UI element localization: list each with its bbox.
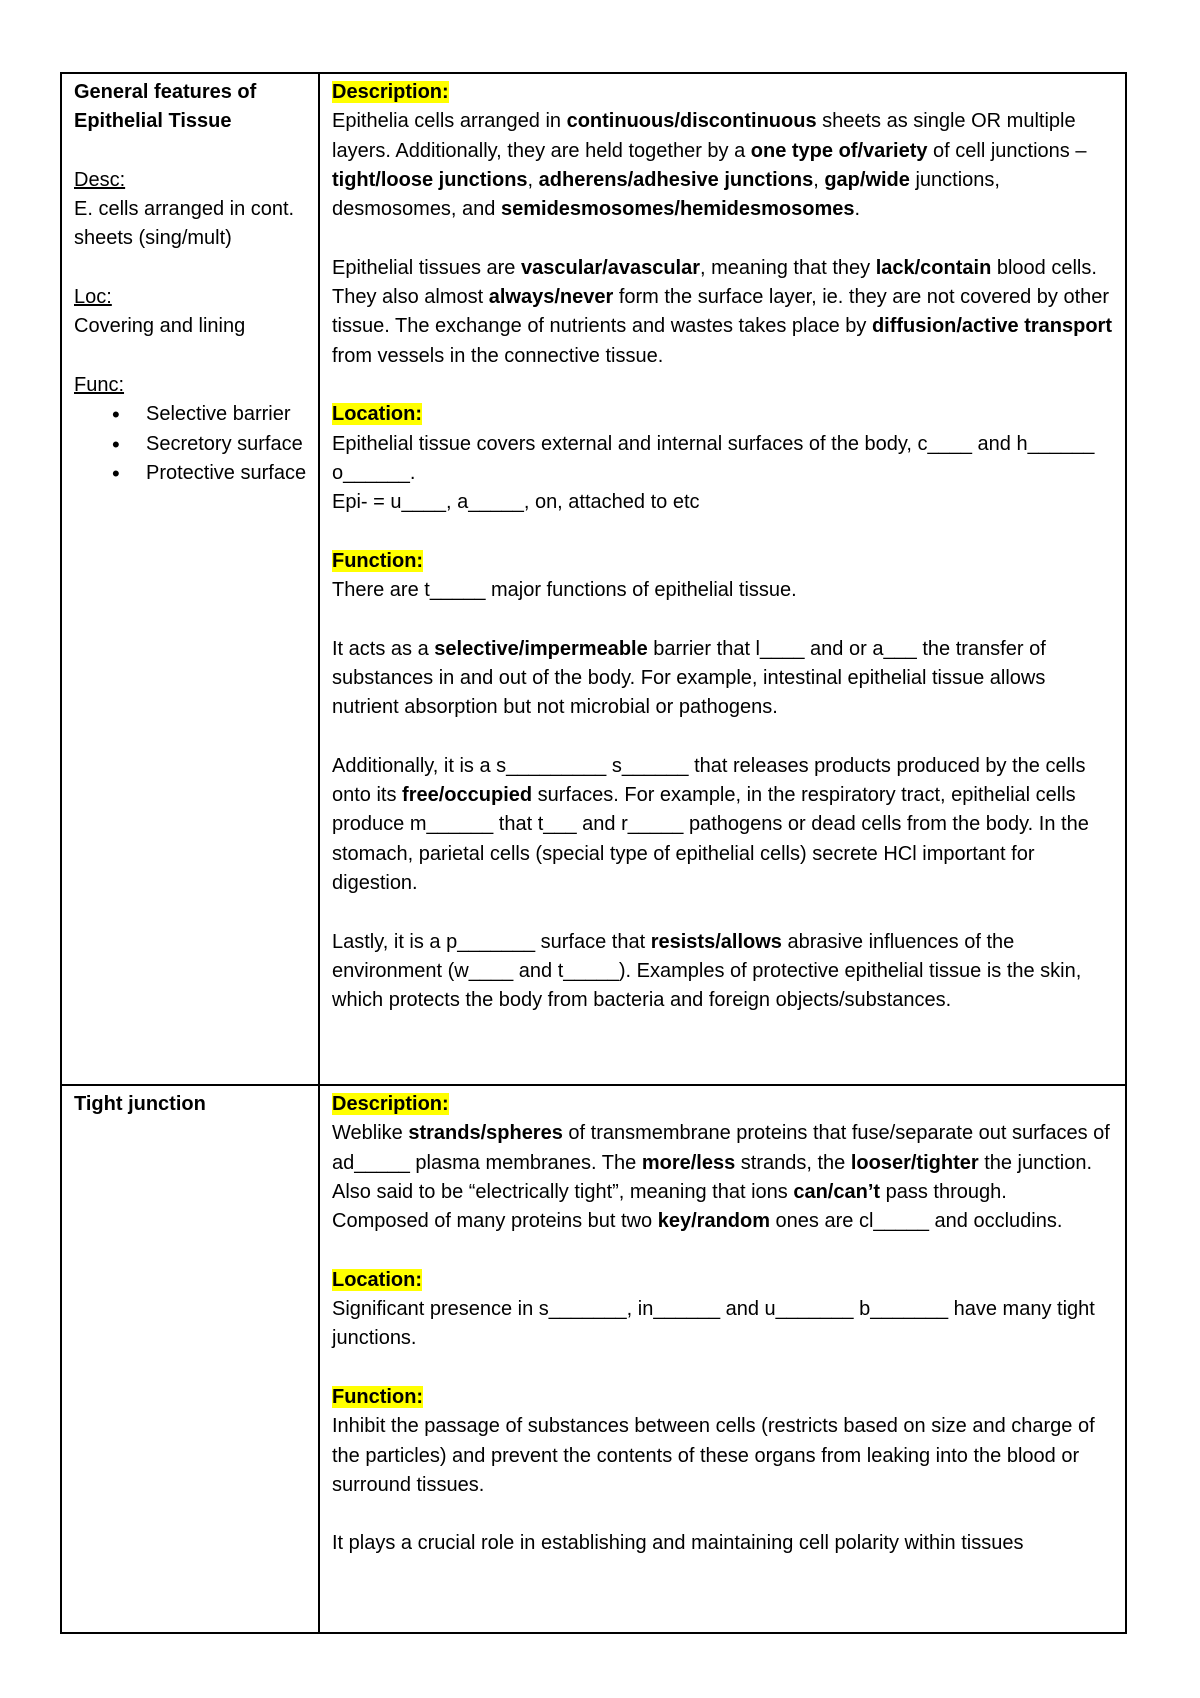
left-cell-epithelial [61,73,319,1085]
loc-summary: Covering and lining [74,315,246,338]
function-paragraph-1: There are t_____ major functions of epithelial tissue. [332,579,797,602]
description-heading: Description: [332,81,449,103]
desc-summary: E. cells arranged in cont. sheets (sing/mult) [74,198,295,250]
right-cell-epithelial [319,73,1126,1085]
func-item: • Secretory surface [146,430,308,459]
description-heading: Description: [332,1093,449,1115]
description-paragraph-2: Composed of many proteins but two key/random ones are cl_____ and occludins. [332,1210,1063,1233]
description-paragraph-1: Weblike strands/spheres of transmembrane proteins that fuse/separate out surfaces of ad_____ plasma membranes. The more/less strands, the looser/tighter the junction. Also said to be “electrically tight”, meaning that ions can/can’t pass through. [332,1122,1110,1203]
func-item: • Selective barrier [146,400,308,429]
location-paragraph: Significant presence in s_______, in______ and u_______ b_______ have many tight junctions. [332,1298,1095,1350]
epi-prefix-note: Epi- = u____, a_____, on, attached to etc [332,491,700,514]
desc-label: Desc: [74,168,126,191]
location-heading: Location: [332,403,422,426]
left-cell-tight-junction [61,1085,319,1633]
func-item: • Protective surface [146,459,308,488]
function-paragraph-2: It acts as a selective/impermeable barrier that l____ and or a___ the transfer of substances in and out of the body. For example, intestinal epithelial tissue allows nutrient absorption but not microbial or pathogens. [332,637,1046,719]
table-row-epithelial [61,73,1126,1085]
table-row-tight-junction [61,1085,1126,1633]
description-paragraph-1: Epithelia cells arranged in continuous/discontinuous sheets as single OR multiple layers. Additionally, they are held together by a one type of/variety of cell junctions – tight/loose junctions, adherens/adhesive junctions, gap/wide junctions, desmosomes, and semidesmosomes/hemidesmosomes. [332,110,1087,221]
right-cell-tight-junction [319,1085,1126,1633]
row-title: General features of Epithelial Tissue [74,81,257,133]
function-heading: Function: [332,1385,424,1408]
function-heading: Function: [332,549,424,572]
location-paragraph: Epithelial tissue covers external and internal surfaces of the body, c____ and h______ o______. [332,432,1095,484]
notes-table [60,72,1127,1634]
function-paragraph-2: It plays a crucial role in establishing and maintaining cell polarity within tissues [332,1532,1024,1555]
location-heading: Location: [332,1268,422,1291]
function-paragraph-4: Lastly, it is a p_______ surface that resists/allows abrasive influences of the environment (w____ and t_____). Examples of protective epithelial tissue is the skin, which protects the body from bacteria and foreign objects/substances. [332,930,1082,1012]
function-paragraph-1: Inhibit the passage of substances between cells (restricts based on size and charge of the particles) and prevent the contents of these organs from leaking into the blood or surround tissues. [332,1415,1095,1496]
row-title: Tight junction [74,1093,206,1115]
function-paragraph-3: Additionally, it is a s_________ s______ that releases products produced by the cells onto its free/occupied surfaces. For example, in the respiratory tract, epithelial cells produce m______ that t___ and r_____ pathogens or dead cells from the body. In the stomach, parietal cells (special type of epithelial cells) secrete HCl important for digestion. [332,754,1089,895]
func-list [74,400,308,488]
func-label: Func: [74,373,125,396]
description-paragraph-2: Epithelial tissues are vascular/avascular, meaning that they lack/contain blood cells. They also almost always/never form the surface layer, ie. they are not covered by other tissue. The exchange of nutrients and wastes takes place by diffusion/active transport from vessels in the connective tissue. [332,256,1112,367]
loc-label: Loc: [74,286,112,309]
